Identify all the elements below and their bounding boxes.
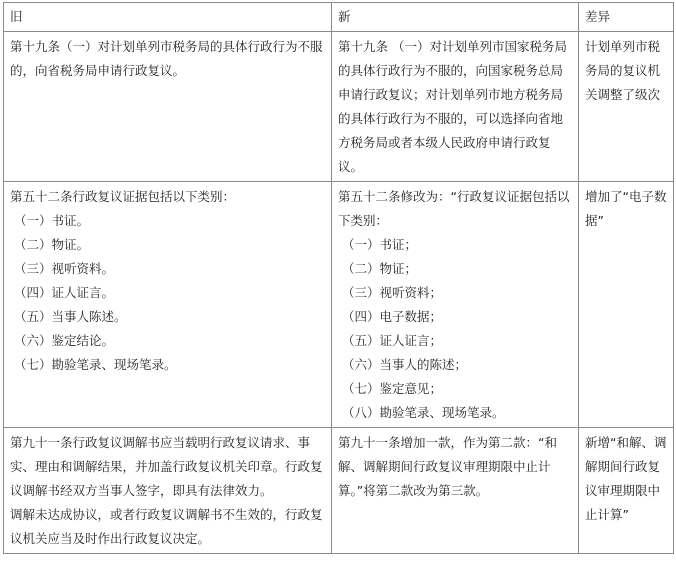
diff-text: 新增“和解、调解期间行政复议审理期限中止计算”	[585, 435, 667, 522]
new-list-item: （三）视听资料；	[342, 285, 443, 300]
table-row	[4, 32, 674, 182]
old-list-item: （四）证人证言。	[14, 285, 115, 300]
new-cell	[332, 428, 579, 554]
old-list-item: （一）书证。	[14, 213, 90, 228]
old-list-item: （七）勘验笔录、现场笔录。	[14, 357, 177, 372]
new-list-item: （四）电子数据；	[342, 309, 443, 324]
new-text: 第九十一条增加一款，作为第二款：“和解、调解期间行政复议审理期限中止计算。”将第二款改为第三款。	[338, 435, 557, 498]
header-diff: 差异	[579, 3, 674, 32]
diff-cell	[579, 182, 674, 428]
old-text: 第五十二条行政复议证据包括以下类别：	[10, 189, 236, 204]
comparison-table	[3, 2, 674, 554]
diff-text: 计划单列市税务局的复议机关调整了级次	[585, 39, 661, 102]
new-list-item: （二）物证；	[342, 261, 418, 276]
old-list-item: （三）视听资料。	[14, 261, 115, 276]
new-list-item: （八）勘验笔录、现场笔录。	[342, 405, 505, 420]
table-row	[4, 182, 674, 428]
header-new: 新	[332, 3, 579, 32]
header-old: 旧	[4, 3, 332, 32]
new-cell	[332, 182, 579, 428]
old-cell	[4, 182, 332, 428]
old-cell	[4, 32, 332, 182]
new-list-item: （七）鉴定意见；	[342, 381, 443, 396]
old-list-item: （二）物证。	[14, 237, 90, 252]
new-text: 第五十二条修改为：“行政复议证据包括以下类别：	[338, 189, 570, 228]
table-row	[4, 428, 674, 554]
new-cell	[332, 32, 579, 182]
diff-cell	[579, 32, 674, 182]
new-list-item: （六）当事人的陈述；	[342, 357, 468, 372]
header-row	[4, 3, 674, 32]
old-text: 第九十一条行政复议调解书应当载明行政复议请求、事实、理由和调解结果，并加盖行政复议机关印章。行政复议调解书经双方当事人签字，即具有法律效力。	[10, 435, 323, 498]
old-list-item: （六）鉴定结论。	[14, 333, 115, 348]
new-list-item: （一）书证；	[342, 237, 418, 252]
new-text: 第十九条 （一）对计划单列市国家税务局的具体行政行为不服的，向国家税务总局申请行政复议；对计划单列市地方税务局的具体行政行为不服的，可以选择向省地方税务局或者本级人民政府申请行政复议。	[338, 39, 567, 174]
old-list-item: （五）当事人陈述。	[14, 309, 127, 324]
old-text: 调解未达成协议，或者行政复议调解书不生效的，行政复议机关应当及时作出行政复议决定。	[10, 507, 323, 546]
diff-text: 增加了“电子数据”	[585, 189, 667, 228]
new-list-item: （五）证人证言；	[342, 333, 443, 348]
old-cell	[4, 428, 332, 554]
diff-cell	[579, 428, 674, 554]
old-text: 第十九条（一）对计划单列市税务局的具体行政行为不服的，向省税务局申请行政复议。	[10, 39, 323, 78]
